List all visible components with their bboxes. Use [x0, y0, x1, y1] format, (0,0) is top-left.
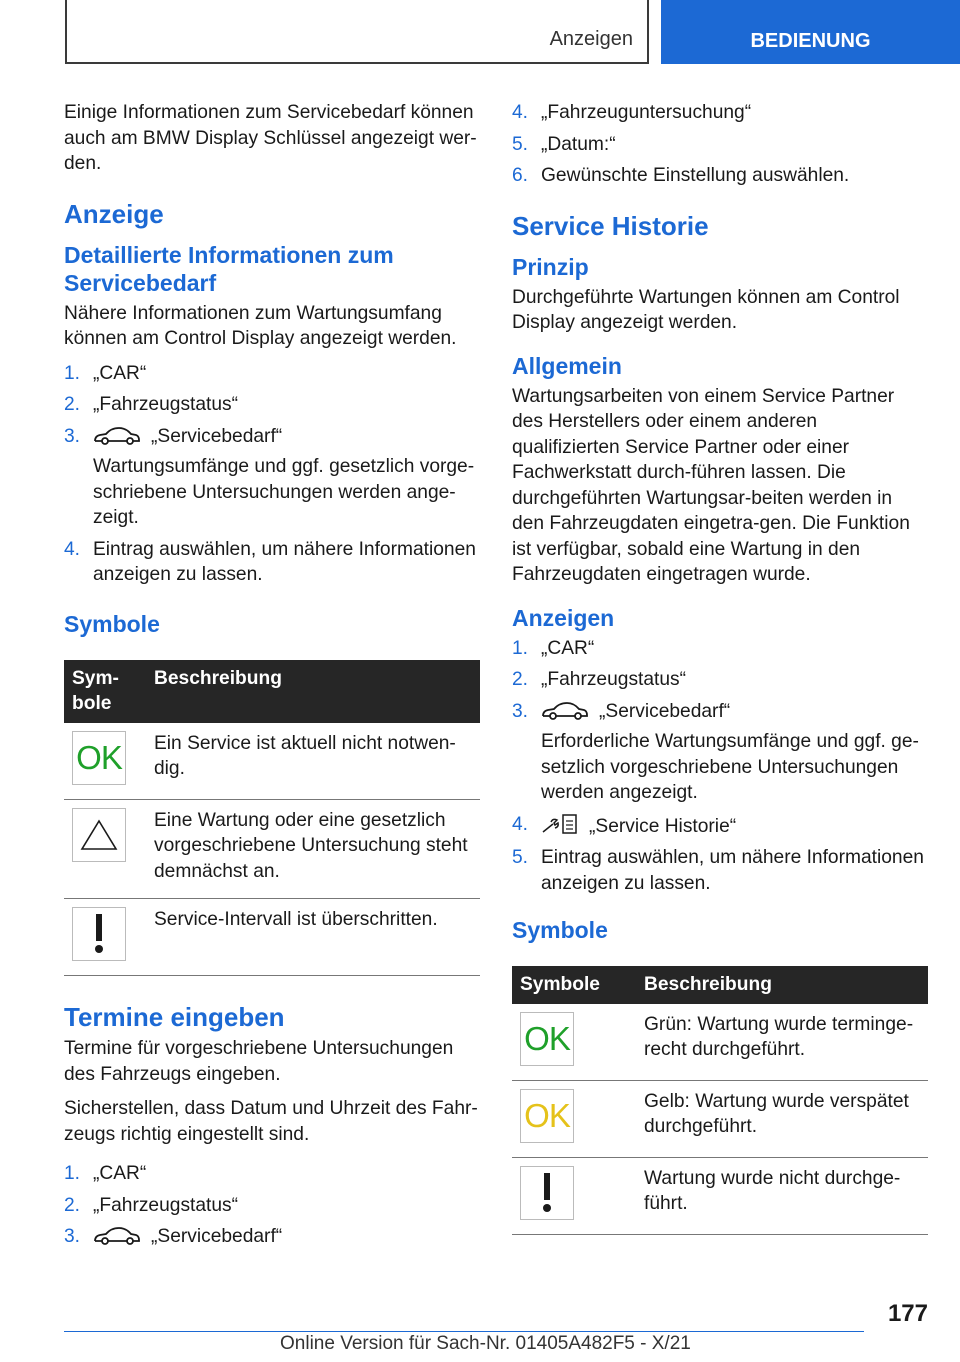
list-item: 2. „Fahrzeugstatus“	[64, 394, 239, 415]
table-header-description: Beschreibung	[636, 966, 928, 1004]
step-subtext: Erforderliche Wartungsumfänge und ggf. ge‐setzlich vorgeschriebene Untersuchungen werden angezeigt.	[541, 731, 919, 803]
heading-historie: Service Historie	[512, 210, 709, 241]
list-item: 4. Eintrag auswählen, um nähere Informationen anzeigen zu lassen.	[64, 538, 476, 585]
exclamation-icon	[520, 1166, 574, 1220]
ok-yellow-icon: OK	[520, 1089, 574, 1143]
car-icon	[541, 699, 589, 721]
ok-symbol-icon: OK	[72, 731, 126, 785]
termine-steps-continued	[512, 100, 928, 189]
footer-online-version: Online Version für Sach-Nr. 01405A482F5 - X/21	[280, 1333, 691, 1354]
service-history-icon	[541, 812, 579, 836]
table-cell-description: Grün: Wartung wurde terminge‐recht durchgeführt.	[636, 1004, 928, 1081]
page-number: 177	[887, 1300, 928, 1327]
ok-green-icon: OK	[520, 1012, 574, 1066]
table-row	[512, 1157, 928, 1234]
table-header-symbol: Sym‐bole	[64, 660, 146, 723]
heading-symbole-right: Symbole	[512, 917, 608, 943]
table-cell-description: Wartung wurde nicht durchge‐führt.	[636, 1157, 928, 1234]
list-item: 3. „Servicebedarf“	[64, 1226, 283, 1247]
table-header-symbol: Symbole	[512, 966, 636, 1004]
table-row	[64, 723, 480, 800]
heading-prinzip: Prinzip	[512, 253, 589, 280]
step-subtext: Wartungsumfänge und ggf. gesetzlich vorge‐schriebene Untersuchungen werden ange‐zeigt.	[93, 456, 475, 528]
detail-steps	[64, 361, 480, 588]
table-cell-description: Gelb: Wartung wurde verspätet durchgeführt.	[636, 1080, 928, 1157]
heading-allgemein: Allgemein	[512, 352, 622, 379]
table-cell-description: Eine Wartung oder eine gesetzlich vorgeschriebene Untersuchung steht demnächst an.	[146, 799, 480, 899]
exclamation-icon	[72, 907, 126, 961]
car-icon	[93, 424, 141, 446]
anzeigen-steps	[512, 636, 928, 897]
list-item: 3. „Servicebedarf“ Wartungsumfänge und ggf. gesetzlich vorge‐schriebene Untersuchungen werden ange‐zeigt.	[64, 424, 480, 531]
heading-anzeige: Anzeige	[64, 198, 164, 229]
termine-steps	[64, 1161, 480, 1250]
list-item: 5. „Datum:“	[512, 133, 616, 155]
heading-anzeigen: Anzeigen	[512, 604, 615, 631]
list-item: 4. „Fahrzeuguntersuchung“	[512, 102, 752, 123]
footer-divider	[64, 1331, 864, 1332]
allgemein-paragraph: Wartungsarbeiten von einem Service Partner des Herstellers oder einem anderen qualifizierten Service Partner oder einer Fachwerkstatt durch‐führen lassen. Die durchgeführten Wartungsar‐beiten werden in den Fahrzeugdaten eingetra‐gen. Die Funktion ist verfügbar, sobald eine Wartung in den Fahrzeugdaten eingetragen wurde.	[512, 385, 910, 585]
table-row	[64, 799, 480, 899]
list-item: 1. „CAR“	[64, 1163, 147, 1184]
list-item: 6. Gewünschte Einstellung auswählen.	[512, 165, 850, 186]
list-item: 1. „CAR“	[512, 637, 595, 659]
list-item: 5. Eintrag auswählen, um nähere Informationen anzeigen zu lassen.	[512, 847, 924, 894]
list-item: 4. „Service Historie“	[512, 813, 737, 837]
prinzip-paragraph: Durchgeführte Wartungen können am Control Display angezeigt werden.	[512, 286, 900, 333]
table-row	[512, 1004, 928, 1081]
intro-paragraph: Einige Informationen zum Servicebedarf können auch am BMW Display Schlüssel angezeigt wer‐den.	[64, 102, 477, 174]
list-item: 2. „Fahrzeugstatus“	[512, 669, 687, 690]
list-item: 1. „CAR“	[64, 362, 147, 384]
warning-triangle-icon	[72, 808, 126, 862]
termine-paragraph-1: Termine für vorgeschriebene Untersuchungen des Fahrzeugs eingeben.	[64, 1038, 454, 1085]
list-item: 3. „Servicebedarf“ Erforderliche Wartungsumfänge und ggf. ge‐setzlich vorgeschriebene Untersuchungen werden angezeigt.	[512, 699, 928, 806]
table-row	[512, 1080, 928, 1157]
symbol-table-left	[64, 660, 480, 977]
detail-paragraph: Nähere Informationen zum Wartungsumfang können am Control Display angezeigt werden.	[64, 302, 457, 349]
table-cell-description: Ein Service ist aktuell nicht notwen‐dig.	[146, 723, 480, 800]
header-section-title: Anzeigen	[549, 28, 633, 50]
right-column	[512, 100, 928, 1235]
header-chapter-title: BEDIENUNG	[750, 30, 871, 52]
header-chapter-tab	[661, 0, 960, 64]
header-section-tab	[65, 0, 649, 64]
symbol-table-right	[512, 966, 928, 1235]
heading-symbole-left: Symbole	[64, 610, 160, 637]
list-item: 2. „Fahrzeugstatus“	[64, 1194, 239, 1216]
table-row	[64, 899, 480, 976]
table-cell-description: Service-Intervall ist überschritten.	[146, 899, 480, 976]
termine-paragraph-2: Sicherstellen, dass Datum und Uhrzeit des Fahr‐zeugs richtig eingestellt sind.	[64, 1098, 478, 1145]
heading-detail: Detaillierte Informationen zum Servicebedarf	[64, 241, 394, 296]
table-header-description: Beschreibung	[146, 660, 480, 723]
left-column	[64, 100, 480, 1262]
heading-termine: Termine eingeben	[64, 1002, 285, 1032]
car-icon	[93, 1224, 141, 1246]
